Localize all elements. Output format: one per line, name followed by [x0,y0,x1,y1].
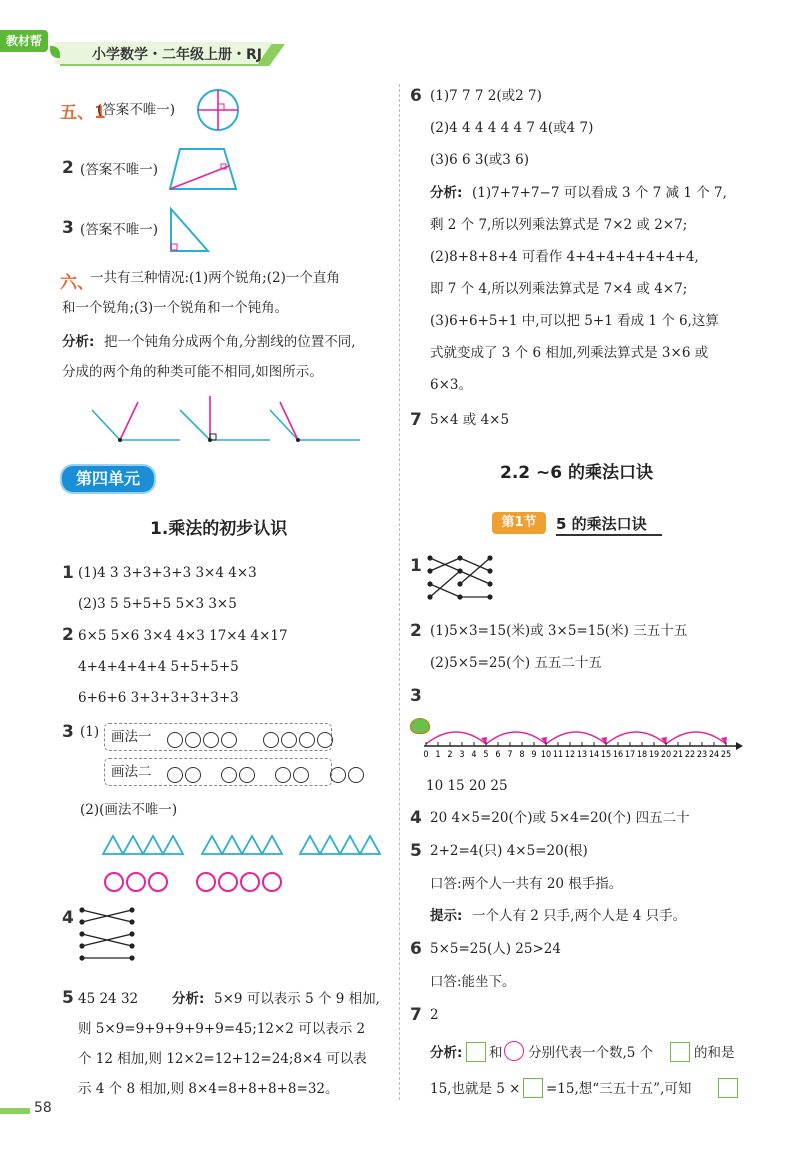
circle [167,732,183,748]
circle [221,767,237,783]
trapezoid-diagram [168,146,240,192]
triangle-diagram [168,206,212,254]
tick-label: 12 [564,750,576,758]
header-bar [0,36,800,66]
method2-circles [167,764,366,783]
tick-label: 2 [447,750,453,758]
p2-number: 2 [62,625,74,645]
circle-placeholder [504,1041,524,1061]
tick-label: 22 [684,750,696,758]
p6-number: 6 [410,86,422,106]
section-name: 5 的乘法口诀 [556,515,647,533]
s4-number: 4 [410,808,422,828]
s7-analysis-label: 分析: [430,1045,463,1061]
q5-item1-text: (答案不唯一) [97,102,176,118]
s2-number: 2 [410,621,422,641]
s6-line1: 5×5=25(人) 25>24 [430,941,561,957]
p3-part2: (2)(画法不唯一) [80,802,178,818]
circle [196,872,216,892]
page-number: 58 [34,1100,52,1116]
p2-line2: 4+4+4+4+4 5+5+5+5 [78,659,239,675]
circle [293,767,309,783]
tick-label: 17 [624,750,636,758]
circle [330,767,346,783]
s7-and: 和 [489,1045,503,1061]
section-badge: 第1节 [492,512,546,534]
q5-item3-text: (答案不唯一) [80,222,159,238]
method1-label: 画法一 [111,729,152,745]
q5-item2-text: (答案不唯一) [80,162,159,178]
p5-number: 5 [62,988,74,1008]
section-title: 1.乘法的初步认识 [150,519,288,539]
s5-line1: 2+2=4(只) 4×5=20(根) [430,843,588,859]
s5-line2: 口答:两个人一共有 20 根手指。 [430,876,623,892]
s3-answers: 10 15 20 25 [426,778,508,794]
p2-line3: 6+6+6 3+3+3+3+3+3 [78,690,239,706]
tick-label: 25 [720,750,732,758]
circle [218,872,238,892]
p3-part1: (1) [80,724,100,740]
method1-circles [167,729,335,748]
s5-number: 5 [410,841,422,861]
p6-a2: 剩 2 个 7,所以列乘法算式是 7×2 或 2×7; [430,217,688,233]
s7-line3b: =15,想“三五十五”,可知 [546,1081,692,1097]
triangle-groups [100,832,390,858]
circle-diagram [196,88,244,136]
circle [317,732,333,748]
s3-number: 3 [410,686,422,706]
s5-hint: 一个人有 2 只手,两个人是 4 只手。 [472,908,687,924]
q5-n3: 3 [62,218,74,238]
tick-label: 5 [483,750,489,758]
p5-line1c: 5×9 可以表示 5 个 9 相加, [214,991,380,1007]
tick-label: 11 [552,750,564,758]
p6-analysis-label: 分析: [430,185,463,201]
tick-label: 18 [636,750,648,758]
q6-label: 六、 [60,273,94,293]
q6-line2: 和一个锐角;(3)一个锐角和一个钝角。 [62,300,289,316]
q5-n2: 2 [62,158,74,178]
circle [185,732,201,748]
square-placeholder [523,1078,543,1098]
p5-analysis-label: 分析: [172,991,205,1007]
p1-line1: (1)4 3 3+3+3+3 3×4 4×3 [78,565,257,581]
tick-label: 0 [423,750,429,758]
s1-number: 1 [410,556,422,576]
p4-number: 4 [62,908,74,928]
s7-mid: 分别代表一个数,5 个 [528,1045,654,1061]
circle [104,872,124,892]
q6-analysis-label: 分析: [62,334,95,350]
axis-arrow [736,742,743,750]
s7-end: 的和是 [694,1045,735,1061]
method2-box [104,758,332,786]
jump-arc [546,732,606,744]
p6-a1: (1)7+7+7−7 可以看成 3 个 7 减 1 个 7, [472,185,727,201]
tick-label: 9 [531,750,537,758]
s6-line2: 口答:能坐下。 [430,974,516,990]
s5-hint-label: 提示: [430,908,463,924]
p6-a4: 即 7 个 4,所以列乘法算式是 7×4 或 4×7; [430,281,688,297]
tick-label: 16 [612,750,624,758]
circle [240,872,260,892]
column-divider [399,84,400,1100]
jump-arc [666,732,726,744]
circle [239,767,255,783]
square-placeholder [466,1042,486,1062]
angle-diagrams [80,390,370,450]
tick-label: 10 [540,750,552,758]
pink-circle-groups [104,872,284,896]
tick-label: 21 [672,750,684,758]
q6-line1: 一共有三种情况:(1)两个锐角;(2)一个直角 [90,270,340,286]
p6-line1: (1)7 7 7 2(或2 7) [430,88,542,104]
circle [185,767,201,783]
circle [281,732,297,748]
angle-acute-obtuse [270,402,360,442]
s2-line1: (1)5×3=15(米)或 3×5=15(米) 三五十五 [430,623,688,639]
circle [167,767,183,783]
p6-a6: 式就变成了 3 个 6 相加,列乘法算式是 3×6 或 [430,345,709,361]
tick-label: 4 [471,750,477,758]
tick-label: 19 [648,750,660,758]
tick-label: 23 [696,750,708,758]
tick-label: 13 [576,750,588,758]
p6-a5: (3)6+6+5+1 中,可以把 5+1 看成 1 个 6,这算 [430,313,719,329]
circle [126,872,146,892]
axis-ticks [423,742,731,758]
p1-number: 1 [62,563,74,583]
method2-label: 画法二 [111,764,152,780]
tick-label: 20 [660,750,672,758]
q6-analysis1: 把一个钝角分成两个角,分割线的位置不同, [104,334,356,350]
p6-line3: (3)6 6 3(或3 6) [430,152,529,168]
p6-a7: 6×3。 [430,377,472,393]
tick-label: 8 [519,750,525,758]
circle [348,767,364,783]
header-title: 小学数学・二年级上册・RJ [92,47,262,63]
p2-line1: 6×5 5×6 3×4 4×3 17×4 4×17 [78,628,288,644]
p3-number: 3 [62,722,74,742]
p6-line2: (2)4 4 4 4 4 4 7 4(或4 7) [430,120,594,136]
tick-label: 1 [435,750,441,758]
header-badge: 教材帮 [0,30,48,52]
angle-acute-acute [92,402,180,442]
q6-analysis2: 分成的两个角的种类可能不相同,如图所示。 [62,364,323,380]
circle [299,732,315,748]
jump-arcs [426,732,727,744]
tick-label: 15 [600,750,612,758]
tick-label: 24 [708,750,720,758]
circle [263,732,279,748]
p5-line1a: 45 24 32 [78,991,139,1007]
tick-label: 6 [495,750,501,758]
tick-label: 3 [459,750,465,758]
circle [221,732,237,748]
tick-label: 14 [588,750,600,758]
chapter-title: 2.2 ~6 的乘法口诀 [500,463,654,483]
square-placeholder [718,1078,738,1098]
tick-label: 7 [507,750,513,758]
section-underline [556,534,662,536]
method1-box [104,723,332,751]
angle-right-acute [180,396,270,442]
unit-banner: 第四单元 [60,464,156,494]
p1-line2: (2)3 5 5+5+5 5×3 3×5 [78,596,237,612]
number-line [418,716,743,758]
q5-label: 五、1 [60,103,106,123]
circle [203,732,219,748]
p7-text: 5×4 或 4×5 [430,412,510,428]
p5-line4: 示 4 个 8 相加,则 8×4=8+8+8+8=32。 [78,1081,339,1097]
s2-line2: (2)5×5=25(个) 五五二十五 [430,655,602,671]
s7-line1: 2 [430,1007,439,1023]
s4-text: 20 4×5=20(个)或 5×4=20(个) 四五二十 [430,810,690,826]
p5-line2: 则 5×9=9+9+9+9+9=45;12×2 可以表示 2 [78,1021,366,1037]
p5-line3: 个 12 相加,则 12×2=12+12=24;8×4 可以表 [78,1051,367,1067]
jump-arc [486,732,546,744]
jump-arc [426,732,486,744]
circle [275,767,291,783]
square-placeholder [670,1042,690,1062]
page-number-bar [0,1108,30,1114]
s6-number: 6 [410,939,422,959]
circle [262,872,282,892]
s7-number: 7 [410,1005,422,1025]
p6-a3: (2)8+8+8+4 可看作 4+4+4+4+4+4+4, [430,249,699,265]
circle [148,872,168,892]
jump-arc [606,732,666,744]
s7-line3a: 15,也就是 5 × [430,1081,521,1097]
p7-number: 7 [410,410,422,430]
matching-diagram-right [424,552,496,604]
matching-diagram-left [76,904,142,970]
